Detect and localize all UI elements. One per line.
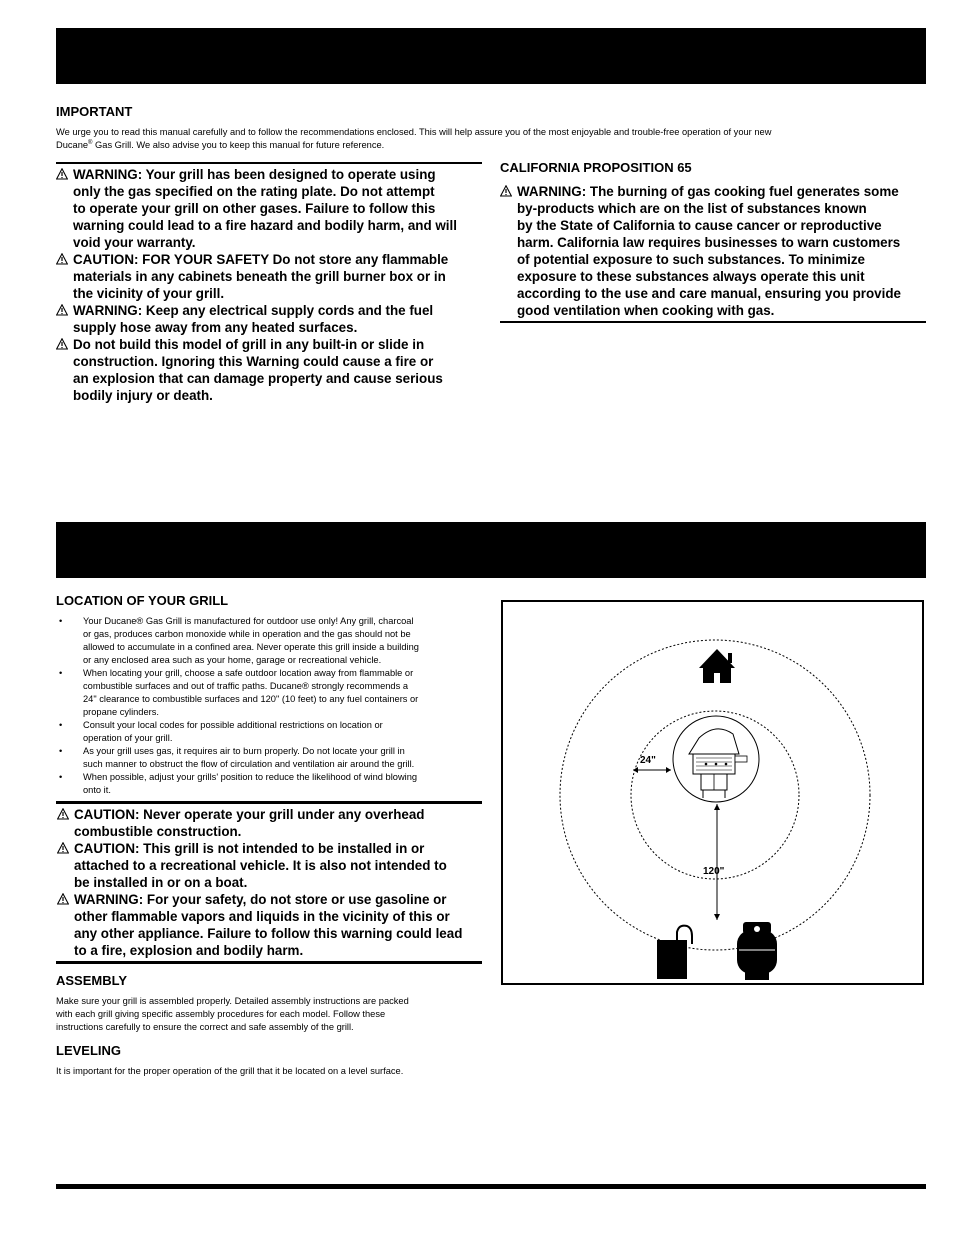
warnings-mid-block [57, 806, 487, 959]
warning-triangle-icon [56, 338, 68, 350]
section-header-bar-top [56, 28, 926, 84]
inner-dimension-arrow-right [666, 767, 671, 773]
assembly-heading: ASSEMBLY [56, 973, 128, 988]
warning-line: CAUTION: This grill is not intended to be installed in or [74, 841, 425, 856]
outer-dimension-arrow-top [714, 804, 720, 810]
warning-line: only the gas specified on the rating plate. Do not attempt [73, 184, 435, 199]
warning-line: the vicinity of your grill. [73, 286, 225, 301]
location-bullet [56, 615, 486, 667]
assembly-line: instructions carefully to ensure the correct and safe assembly of the grill. [56, 1022, 354, 1032]
bullet-line: • When possible, adjust your grills' position to reduce the likelihood of wind blowing [83, 772, 418, 782]
warning-triangle-icon [56, 168, 68, 180]
important-heading: IMPORTANT [56, 104, 133, 119]
registered-mark: ® [88, 139, 93, 146]
warning-line: any other appliance. Failure to follow this warning could lead [74, 926, 463, 941]
location-bullet [56, 719, 486, 745]
california-line: good ventilation when cooking with gas. [517, 303, 775, 318]
location-bullet [56, 771, 486, 797]
warning-item [57, 891, 487, 959]
california-warning [500, 183, 930, 319]
location-bullet [56, 745, 486, 771]
location-bullet-list [56, 615, 486, 797]
warning-line: WARNING: For your safety, do not store or use gasoline or [74, 892, 447, 907]
important-paragraph [56, 126, 926, 152]
assembly-line: Make sure your grill is assembled properly. Detailed assembly instructions are packed [56, 996, 409, 1006]
warning-line: construction. Ignoring this Warning could cause a fire or [73, 354, 434, 369]
california-heading: CALIFORNIA PROPOSITION 65 [500, 160, 692, 175]
bullet-line: or any enclosed area such as your home, garage or recreational vehicle. [83, 655, 382, 665]
warning-triangle-icon [57, 893, 69, 905]
warning-line: other flammable vapors and liquids in the vicinity of this or [74, 909, 450, 924]
california-line: WARNING: The burning of gas cooking fuel generates some [517, 184, 899, 199]
bullet-line: • As your grill uses gas, it requires air to burn properly. Do not locate your grill in [83, 746, 405, 756]
fuel-can-icon [657, 926, 692, 979]
warning-line: void your warranty. [73, 235, 196, 250]
warning-line: to a fire, explosion and bodily harm. [74, 943, 304, 958]
warning-line: be installed in or on a boat. [74, 875, 248, 890]
california-line: according to the use and care manual, ensuring you provide [517, 286, 901, 301]
california-line: by the State of California to cause cancer or reproductive [517, 218, 882, 233]
important-line-1: We urge you to read this manual carefully and to follow the recommendations enclosed. This will help assure you of the most enjoyable and trouble-free operation of your new [56, 127, 772, 137]
california-line: of potential exposure to such substances. To minimize [517, 252, 865, 267]
warning-triangle-icon [57, 808, 69, 820]
bullet-line: • When locating your grill, choose a safe outdoor location away from flammable or [83, 668, 414, 678]
warning-line: combustible construction. [74, 824, 242, 839]
clearance-diagram-svg [503, 602, 922, 983]
leveling-heading: LEVELING [56, 1043, 122, 1058]
inner-clearance-label: 24" [640, 755, 656, 766]
grill-icon [673, 716, 759, 802]
warning-triangle-icon [56, 253, 68, 265]
bullet-line: • Your Ducane® Gas Grill is manufactured for outdoor use only! Any grill, charcoal [83, 616, 414, 626]
outer-clearance-label: 120" [703, 866, 725, 877]
warning-item [56, 302, 486, 336]
footer-rule [56, 1184, 926, 1189]
important-line-2 [56, 139, 926, 152]
warning-line: WARNING: Your grill has been designed to operate using [73, 167, 436, 182]
bullet-line: • Consult your local codes for possible additional restrictions on location or [83, 720, 383, 730]
warning-line: CAUTION: Never operate your grill under any overhead [74, 807, 425, 822]
warning-item [57, 840, 487, 891]
location-bullet [56, 667, 486, 719]
warning-line: attached to a recreational vehicle. It is also not intended to [74, 858, 447, 873]
warnings-top-block [56, 166, 486, 404]
bullet-line: such manner to obstruct the flow of circulation and ventilation air around the grill. [83, 759, 415, 769]
california-line: by-products which are on the list of substances known [517, 201, 867, 216]
warning-line: an explosion that can damage property and cause serious [73, 371, 443, 386]
bullet-line: operation of your grill. [83, 733, 173, 743]
warning-item [56, 251, 486, 302]
warning-line: materials in any cabinets beneath the grill burner box or in [73, 269, 446, 284]
propane-tank-icon [737, 922, 777, 980]
brand-name: Ducane [56, 140, 89, 150]
california-line: exposure to these substances always operate this unit [517, 269, 865, 284]
warning-item [56, 336, 486, 404]
warning-triangle-icon [57, 842, 69, 854]
bullet-line: propane cylinders. [83, 707, 159, 717]
warning-line: warning could lead to a fire hazard and bodily harm, and will [73, 218, 457, 233]
leveling-paragraph: It is important for the proper operation of the grill that it be located on a level surface. [56, 1066, 404, 1076]
bullet-line: or gas, produces carbon monoxide while in operation and the gas should not be [83, 629, 411, 639]
bullet-line: combustible surfaces and out of traffic paths. Ducane® strongly recommends a [83, 681, 409, 691]
rule-california-bottom [500, 321, 926, 323]
bullet-line: onto it. [83, 785, 111, 795]
warning-line: supply hose away from any heated surfaces. [73, 320, 358, 335]
inner-dimension-arrow-left [633, 767, 638, 773]
warning-line: to operate your grill on other gases. Failure to follow this [73, 201, 436, 216]
warning-line: CAUTION: FOR YOUR SAFETY Do not store any flammable [73, 252, 449, 267]
location-heading: LOCATION OF YOUR GRILL [56, 593, 229, 608]
clearance-diagram [501, 600, 924, 985]
outer-dimension-arrow-bottom [714, 914, 720, 920]
warning-line: WARNING: Keep any electrical supply cords and the fuel [73, 303, 434, 318]
house-icon [699, 649, 735, 683]
bullet-line: 24" clearance to combustible surfaces and 120" (10 feet) to any fuel containers or [83, 694, 419, 704]
warning-line: bodily injury or death. [73, 388, 213, 403]
california-line: harm. California law requires businesses to warn customers [517, 235, 901, 250]
assembly-paragraph [56, 995, 486, 1034]
section-header-bar-middle [56, 522, 926, 578]
warning-item [57, 806, 487, 840]
rule-left-top [56, 162, 482, 164]
assembly-line: with each grill giving specific assembly procedures for each model. Follow these [56, 1009, 386, 1019]
warning-line: Do not build this model of grill in any built-in or slide in [73, 337, 425, 352]
warning-triangle-icon [56, 304, 68, 316]
important-line-2-rest: Gas Grill. We also advise you to keep this manual for future reference. [92, 140, 385, 150]
warning-triangle-icon [500, 185, 512, 197]
warning-item [56, 166, 486, 251]
california-warning-item [500, 183, 930, 319]
rule-mid-top [56, 801, 482, 804]
bullet-line: allowed to accumulate in a confined area. Never operate this grill inside a building [83, 642, 419, 652]
rule-mid-bottom [56, 961, 482, 964]
